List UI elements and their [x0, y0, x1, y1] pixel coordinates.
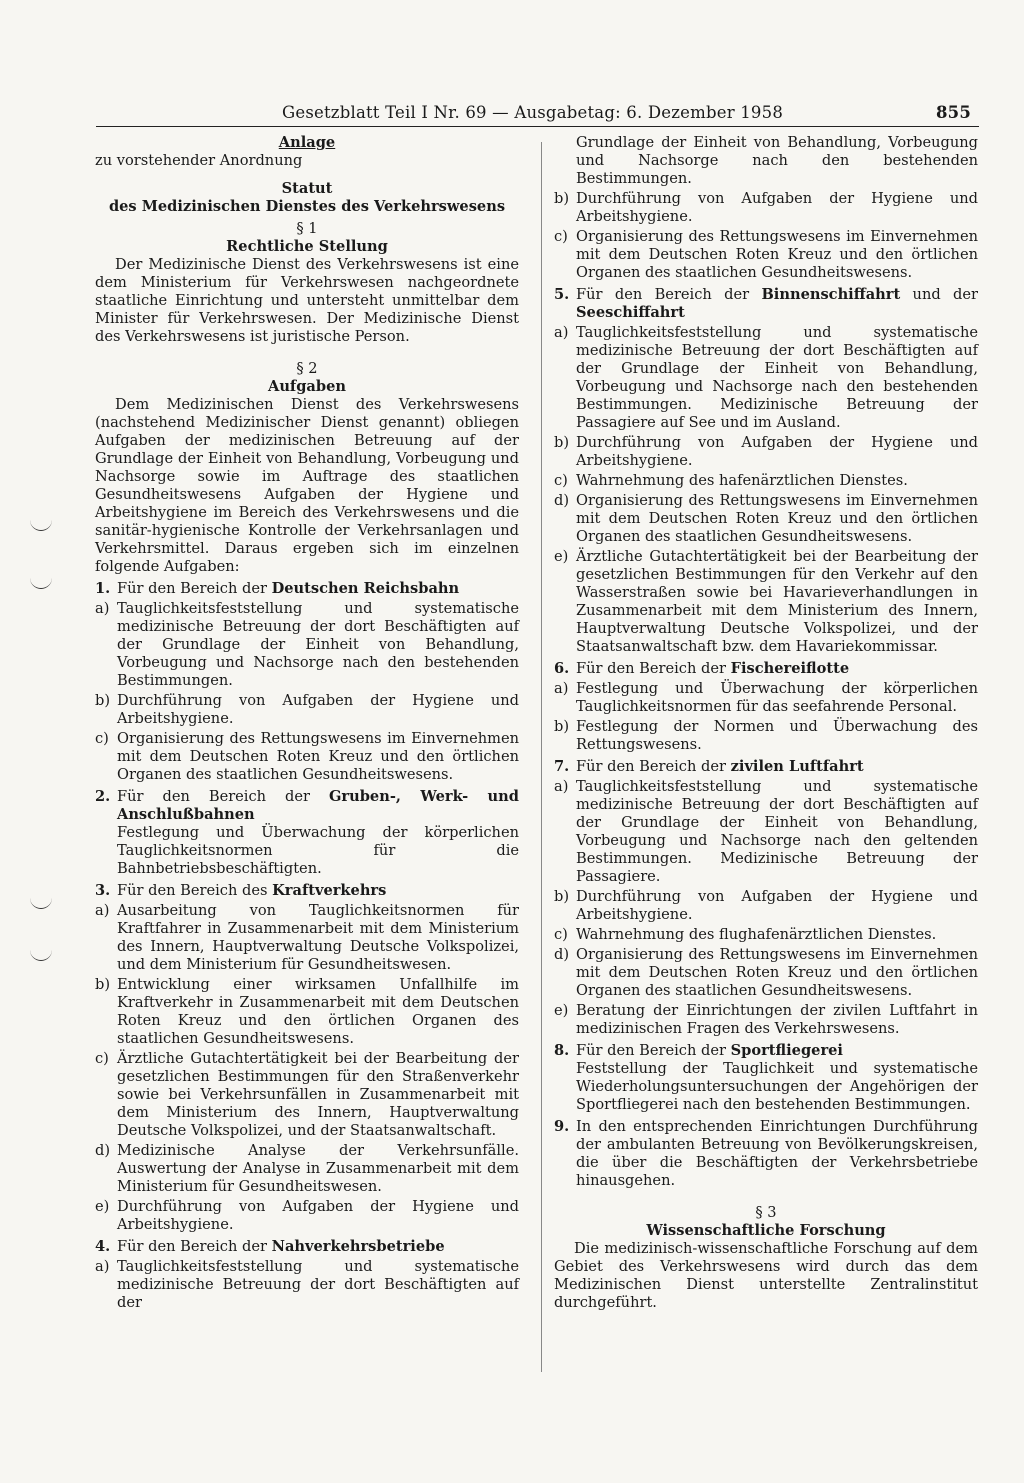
left-column — [95, 134, 519, 1312]
header-title: Gesetzblatt Teil I Nr. 69 — Ausgabetag: 6. Dezember 1958 — [282, 103, 784, 122]
margin-mark — [30, 898, 52, 909]
list-item: e) Beratung der Einrichtungen der zivilen Luftfahrt in medizinischen Fragen des Verkehrswesens. — [554, 1002, 978, 1037]
list-item: c) Organisierung des Rettungswesens im Einvernehmen mit dem Deutschen Roten Kreuz und den örtlichen Organen des staatlichen Gesundheitswesens. — [95, 730, 519, 783]
column-divider — [541, 142, 542, 1372]
list-item: c) Organisierung des Rettungswesens im Einvernehmen mit dem Deutschen Roten Kreuz und den örtlichen Organen des staatlichen Gesundheitswesens. — [554, 228, 978, 281]
list-item: e) Ärztliche Gutachtertätigkeit bei der Bearbeitung der gesetzlichen Bestimmungen für den Verkehr auf den Wasserstraßen sowie bei Havarieverhandlungen in Zusammenarbeit mit dem Ministerium des Innern, Hauptverwaltung Deutsche Volkspolizei, und der Staatsanwaltschaft bzw. dem Havariekommissar. — [554, 548, 978, 655]
anlage-subtitle: zu vorstehender Anordnung — [95, 152, 303, 169]
section-2-title: Aufgaben — [268, 378, 346, 395]
right-column — [554, 134, 978, 1312]
margin-mark — [30, 520, 52, 531]
list-item: d) Organisierung des Rettungswesens im Einvernehmen mit dem Deutschen Roten Kreuz und den örtlichen Organen des staatlichen Gesundheitswesens. — [554, 492, 978, 545]
list-item: 4. Für den Bereich der Nahverkehrsbetriebe — [95, 1238, 445, 1255]
list-item-continuation: Grundlage der Einheit von Behandlung, Vorbeugung und Nachsorge nach den bestehenden Bestimmungen. — [576, 134, 978, 187]
list-item: 3. Für den Bereich des Kraftverkehrs — [95, 882, 387, 899]
section-1-title: Rechtliche Stellung — [226, 238, 388, 255]
list-item: 9. In den entsprechenden Einrichtungen Durchführung der ambulanten Betreuung von Bevölkerungskreisen, die über die Beschäftigten der Verkehrsbetriebe hinausgehen. — [554, 1118, 978, 1189]
list-item: a) Tauglichkeitsfeststellung und systematische medizinische Betreuung der dort Beschäftigten auf der Grundlage der Einheit von Behandlung, Vorbeugung und Nachsorge nach den geltenden Bestimmungen. Medizinische Betreuung der Passagiere. — [554, 778, 978, 885]
list-item-text: Feststellung der Tauglichkeit und systematische Wiederholungsuntersuchungen der Angehörigen der Sportfliegerei nach den bestehenden Bestimmungen. — [576, 1060, 978, 1113]
list-item: a) Tauglichkeitsfeststellung und systematische medizinische Betreuung der dort Beschäftigten auf der Grundlage der Einheit von Behandlung, Vorbeugung und Nachsorge nach den bestehenden Bestimmungen. Medizinische Betreuung der Passagiere auf See und im Ausland. — [554, 324, 978, 431]
list-item: b) Festlegung der Normen und Überwachung des Rettungswesens. — [554, 718, 978, 753]
page-header — [0, 103, 1024, 125]
section-2-text: Dem Medizinischen Dienst des Verkehrswesens (nachstehend Medizinischer Dienst genannt) obliegen Aufgaben der medizinischen Betreuung auf der Grundlage der Einheit von Behandlung, Vorbeugung und Nachsorge sowie im Auftrage des staatlichen Gesundheitswesens Aufgaben der Hygiene und Arbeitshygiene im Bereich des Verkehrswesens und die sanitär-hygienische Kontrolle der Verkehrsanlagen und Verkehrsmittel. Daraus ergeben sich im einzelnen folgende Aufgaben: — [95, 396, 519, 575]
section-3-title: Wissenschaftliche Forschung — [646, 1222, 886, 1239]
section-3-text: Die medizinisch-wissenschaftliche Forschung auf dem Gebiet des Verkehrswesens wird durch das dem Medizinischen Dienst unterstellte Zentralinstitut durchgeführt. — [554, 1240, 978, 1311]
list-item: a) Tauglichkeitsfeststellung und systematische medizinische Betreuung der dort Beschäftigten auf der Grundlage der Einheit von Behandlung, Vorbeugung und Nachsorge nach den bestehenden Bestimmungen. — [95, 600, 519, 689]
margin-mark — [30, 578, 52, 589]
section-3-number: § 3 — [755, 1204, 777, 1221]
header-rule — [96, 126, 979, 127]
section-1-text: Der Medizinische Dienst des Verkehrswesens ist eine dem Ministerium für Verkehrswesen nachgeordnete staatliche Einrichtung und untersteht unmittelbar dem Minister für Verkehrswesen. Der Medizinische Dienst des Verkehrswesens ist juristische Person. — [95, 256, 519, 345]
list-item: d) Organisierung des Rettungswesens im Einvernehmen mit dem Deutschen Roten Kreuz und den örtlichen Organen des staatlichen Gesundheitswesens. — [554, 946, 978, 999]
page-number: 855 — [936, 103, 972, 122]
list-item: b) Durchführung von Aufgaben der Hygiene und Arbeitshygiene. — [554, 434, 978, 469]
list-item: b) Entwicklung einer wirksamen Unfallhilfe im Kraftverkehr in Zusammenarbeit mit dem Deutschen Roten Kreuz und den örtlichen Organen des staatlichen Gesundheitswesens. — [95, 976, 519, 1047]
list-item: c) Ärztliche Gutachtertätigkeit bei der Bearbeitung der gesetzlichen Bestimmungen für den Straßenverkehr sowie bei Verkehrsunfällen in Zusammenarbeit mit dem Ministerium des Innern, Hauptverwaltung Deutsche Volkspolizei, und der Staatsanwaltschaft. — [95, 1050, 519, 1139]
list-item: b) Durchführung von Aufgaben der Hygiene und Arbeitshygiene. — [554, 888, 978, 923]
list-item: b) Durchführung von Aufgaben der Hygiene und Arbeitshygiene. — [95, 692, 519, 727]
margin-mark — [30, 950, 52, 961]
list-item: e) Durchführung von Aufgaben der Hygiene und Arbeitshygiene. — [95, 1198, 519, 1233]
list-item: a) Ausarbeitung von Tauglichkeitsnormen für Kraftfahrer in Zusammenarbeit mit dem Ministerium des Innern, Hauptverwaltung Deutsche Volkspolizei, und dem Ministerium für Gesundheitswesen. — [95, 902, 519, 973]
list-item: 7. Für den Bereich der zivilen Luftfahrt — [554, 758, 864, 775]
list-item: 2. Für den Bereich der Gruben-, Werk- und Anschlußbahnen — [95, 788, 519, 823]
list-item: c) Wahrnehmung des hafenärztlichen Dienstes. — [554, 472, 908, 489]
list-item: 6. Für den Bereich der Fischereiflotte — [554, 660, 850, 677]
list-item: 8. Für den Bereich der Sportfliegerei — [554, 1042, 843, 1059]
list-item: 1. Für den Bereich der Deutschen Reichsbahn — [95, 580, 460, 597]
section-2-number: § 2 — [296, 360, 318, 377]
list-item: d) Medizinische Analyse der Verkehrsunfälle. Auswertung der Analyse in Zusammenarbeit mit dem Ministerium für Gesundheitswesen. — [95, 1142, 519, 1195]
list-item: 5. Für den Bereich der Binnenschiffahrt und der Seeschiffahrt — [554, 286, 979, 321]
statut-subtitle: des Medizinischen Dienstes des Verkehrswesens — [108, 198, 506, 215]
anlage-heading: Anlage — [278, 134, 336, 151]
list-item: a) Tauglichkeitsfeststellung und systematische medizinische Betreuung der dort Beschäftigten auf der — [95, 1258, 519, 1311]
list-item: b) Durchführung von Aufgaben der Hygiene und Arbeitshygiene. — [554, 190, 978, 225]
list-item-text: Festlegung und Überwachung der körperlichen Tauglichkeitsnormen für die Bahnbetriebsbeschäftigten. — [117, 824, 519, 877]
list-item: a) Festlegung und Überwachung der körperlichen Tauglichkeitsnormen für das seefahrende Personal. — [554, 680, 978, 715]
section-1-number: § 1 — [296, 220, 318, 237]
statut-heading: Statut — [281, 180, 333, 197]
list-item: c) Wahrnehmung des flughafenärztlichen Dienstes. — [554, 926, 937, 943]
